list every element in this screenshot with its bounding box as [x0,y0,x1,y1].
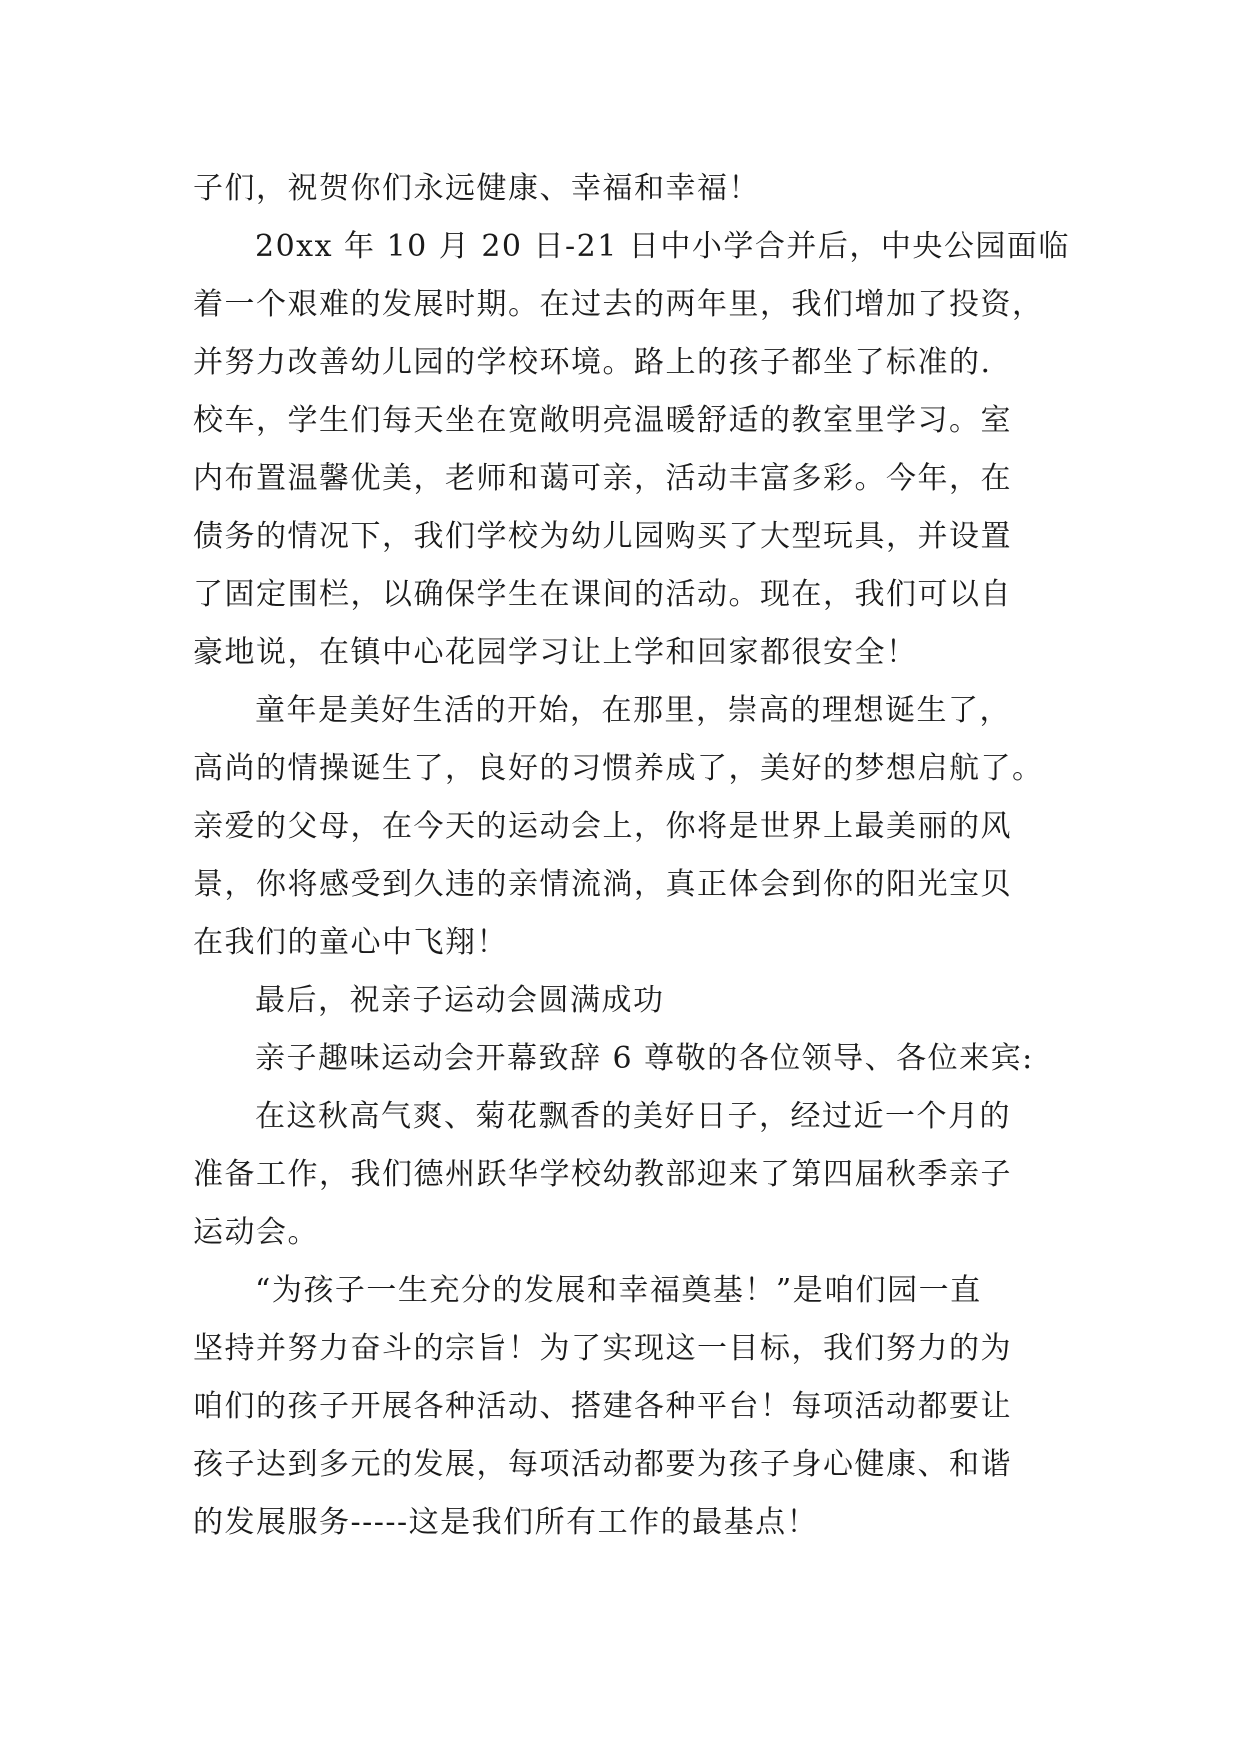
text-line: 亲子趣味运动会开幕致辞 6 尊敬的各位领导、各位来宾: [255,1041,1034,1076]
text-line: 的发展服务-----这是我们所有工作的最基点！ [193,1505,819,1540]
document-body [193,160,1070,1552]
text-line: 高尚的情操诞生了，良好的习惯养成了，美好的梦想启航了。 [193,751,1044,786]
text-line: 咱们的孩子开展各种活动、搭建各种平台！每项活动都要让 [193,1389,1012,1424]
text-line: 校车，学生们每天坐在宽敞明亮温暖舒适的教室里学习。室 [193,403,1012,438]
text-line: 并努力改善幼儿园的学校环境。路上的孩子都坐了标准的. [193,345,992,380]
text-line: 孩子达到多元的发展，每项活动都要为孩子身心健康、和谐 [193,1447,1012,1482]
text-line: 准备工作，我们德州跃华学校幼教部迎来了第四届秋季亲子 [193,1157,1012,1192]
text-line: 豪地说，在镇中心花园学习让上学和回家都很安全！ [193,635,918,670]
text-line: 子们，祝贺你们永远健康、幸福和幸福！ [193,171,760,206]
text-line: 了固定围栏，以确保学生在课间的活动。现在，我们可以自 [193,577,1012,612]
text-line: “为孩子一生充分的发展和幸福奠基！”是咱们园一直 [255,1273,982,1308]
text-line: 在我们的童心中飞翔！ [193,925,508,960]
text-line: 亲爱的父母，在今天的运动会上，你将是世界上最美丽的风 [193,809,1012,844]
text-line: 债务的情况下，我们学校为幼儿园购买了大型玩具，并设置 [193,519,1012,554]
text-line: 景，你将感受到久违的亲情流淌，真正体会到你的阳光宝贝 [193,867,1012,902]
text-line: 在这秋高气爽、菊花飘香的美好日子，经过近一个月的 [255,1099,1011,1134]
text-line: 坚持并努力奋斗的宗旨！为了实现这一目标，我们努力的为 [193,1331,1012,1366]
text-line: 内布置温馨优美，老师和蔼可亲，活动丰富多彩。今年，在 [193,461,1012,496]
text-line: 运动会。 [193,1215,319,1250]
text-line: 童年是美好生活的开始，在那里，崇高的理想诞生了， [255,693,1011,728]
text-line: 着一个艰难的发展时期。在过去的两年里，我们增加了投资， [193,287,1044,322]
text-line: 20xx 年 10 月 20 日-21 日中小学合并后，中央公园面临 [255,229,1070,264]
text-line: 最后，祝亲子运动会圆满成功 [255,983,665,1018]
